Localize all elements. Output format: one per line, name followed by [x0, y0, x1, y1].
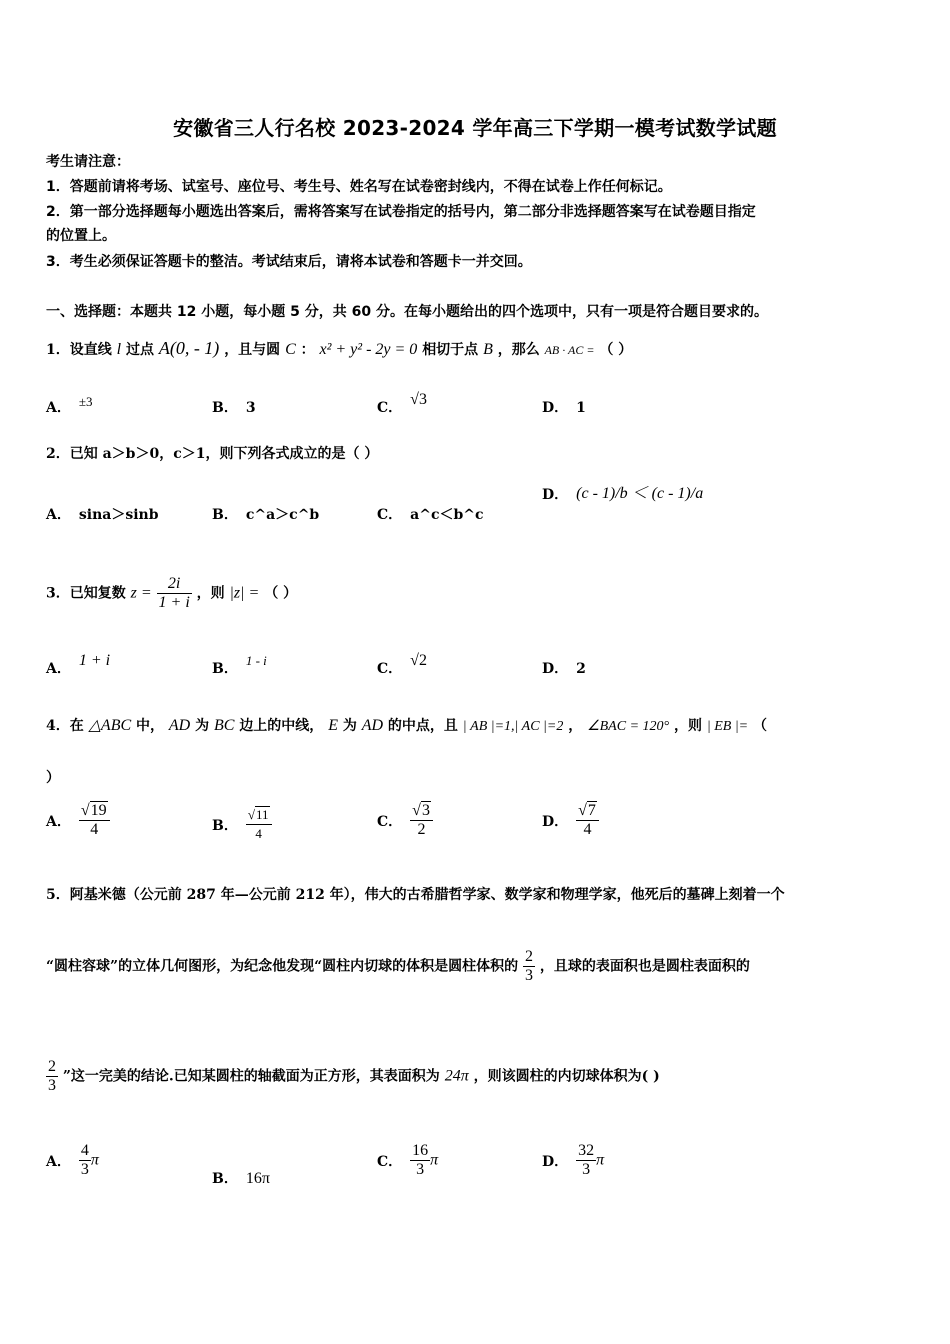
q3-abs-z: |z| = — [229, 584, 260, 602]
q4-text: 为 — [342, 718, 357, 734]
question-5-line-2 — [46, 948, 750, 985]
option-label: A． — [46, 400, 71, 416]
option-label: D． — [542, 487, 569, 503]
q4-text: 的中点，且 — [387, 718, 458, 734]
numerator: 2 — [525, 948, 534, 965]
option-value: (c - 1)/b ＜ (c - 1)/a — [576, 485, 704, 502]
question-5-line-1: 5．阿基米德（公元前 287 年—公元前 212 年），伟大的古希腊哲学家、数学家和物理学家，他死后的墓碑上刻着一个 — [46, 887, 785, 903]
q1-text: 过点 — [125, 342, 154, 358]
option-label: D． — [542, 1153, 569, 1170]
question-4 — [46, 716, 767, 737]
q1-dot-product: AB · AC = — [544, 343, 595, 357]
denominator: 4 — [255, 826, 262, 841]
denominator: 3 — [48, 1077, 56, 1094]
denominator: 4 — [90, 821, 99, 838]
option-value: $\frac{√11}{4}$ — [246, 806, 272, 843]
q1-text: ，那么 — [497, 342, 540, 358]
denominator: 2 — [417, 821, 426, 838]
q3-z: z = — [130, 584, 152, 602]
denominator: 3 — [80, 1161, 89, 1178]
question-2: 2．已知 a＞b＞0，c＞1，则下列各式成立的是（ ） — [46, 446, 379, 462]
option-label: B． — [212, 507, 238, 523]
option-label: B． — [212, 400, 238, 416]
q4-text: 为 — [195, 718, 210, 734]
denominator: 3 — [582, 1161, 591, 1178]
q1-circle-c: C — [285, 341, 296, 358]
option-label: C． — [377, 661, 403, 677]
option-value: 3 — [245, 400, 256, 416]
option-value: 1 - i — [245, 653, 267, 668]
option-value: $\frac{√7}{4}$ — [576, 802, 599, 839]
option-label: B． — [212, 817, 238, 834]
q5-option-d — [542, 1142, 604, 1179]
option-value: $\frac{√19}{4}$ — [79, 802, 110, 839]
q4-text: ， — [568, 718, 583, 734]
q1-point-b: B — [483, 341, 493, 358]
option-value: 2 — [576, 661, 586, 677]
option-value: sina＞sinb — [78, 507, 159, 523]
numerator: 4 — [80, 1142, 89, 1159]
q1-option-a — [46, 394, 93, 417]
question-3 — [46, 575, 297, 612]
q1-line-l: l — [116, 341, 122, 358]
q1-paren: （ ） — [599, 342, 633, 358]
q1-text: ： — [300, 342, 315, 358]
q1-text: ，且与圆 — [224, 342, 281, 358]
q5-option-c — [377, 1142, 438, 1179]
q5-fraction — [46, 1058, 58, 1095]
option-label: D． — [542, 400, 569, 416]
q4-paren-close: ） — [46, 770, 60, 786]
q2-option-a — [46, 504, 159, 524]
pi: π — [430, 1151, 439, 1169]
option-label: A． — [46, 813, 71, 830]
q1-option-c — [377, 391, 427, 417]
q4-text: 中， — [136, 718, 165, 734]
question-5-line-3 — [46, 1058, 660, 1095]
q4-segment-bc: BC — [213, 717, 235, 734]
q2-option-b — [212, 504, 319, 524]
q2-option-d — [542, 480, 703, 504]
q5-option-b — [212, 1168, 270, 1188]
denominator: 4 — [583, 821, 592, 838]
q5-option-a — [46, 1142, 99, 1179]
q4-option-d — [542, 802, 599, 839]
q4-option-c — [377, 802, 433, 839]
q5-area: 24π — [444, 1067, 469, 1085]
option-value: 1 + i — [78, 652, 111, 669]
q3-text: ，则 — [196, 585, 225, 602]
q1-option-b — [212, 397, 256, 417]
pi: π — [596, 1151, 605, 1169]
option-value: c^a＞c^b — [245, 507, 320, 523]
q3-option-c — [377, 652, 427, 678]
page-title: 安徽省三人行名校 2023-2024 学年高三下学期一模考试数学试题 — [173, 116, 777, 140]
q5-text: ，则该圆柱的内切球体积为( ) — [473, 1068, 660, 1085]
q3-option-d — [542, 658, 586, 678]
option-label: C． — [377, 507, 403, 523]
q3-paren: （ ） — [264, 585, 298, 602]
q5-text: ”这一完美的结论.已知某圆柱的轴截面为正方形，其表面积为 — [62, 1068, 440, 1085]
option-value: √2 — [410, 652, 427, 669]
q4-paren-open: （ — [753, 718, 767, 734]
q3-option-b — [212, 653, 267, 678]
q4-triangle: △ABC — [88, 717, 132, 734]
numerator: 7 — [587, 802, 596, 819]
option-label: D． — [542, 661, 569, 677]
numerator: 2 — [48, 1058, 56, 1075]
option-label: C． — [377, 813, 403, 830]
option-value — [410, 1142, 430, 1179]
option-value — [79, 1142, 91, 1179]
q4-segment-ad: AD — [168, 717, 191, 734]
q5-text: ，且球的表面积也是圆柱表面积的 — [539, 958, 750, 975]
q4-text: 边上的中线， — [239, 718, 324, 734]
option-label: A． — [46, 1153, 71, 1170]
q1-text: 相切于点 — [422, 342, 479, 358]
option-value: $\frac{√3}{2}$ — [410, 802, 433, 839]
numerator: 19 — [90, 802, 107, 819]
q4-point-e: E — [328, 717, 338, 734]
q3-text: 3．已知复数 — [46, 585, 126, 602]
option-label: A． — [46, 661, 71, 677]
numerator: 11 — [255, 807, 269, 822]
option-value — [576, 1142, 596, 1179]
notice-item-2: 2．第一部分选择题每小题选出答案后，需将答案写在试卷指定的括号内，第二部分非选择题答案写在试卷题目指定 — [46, 204, 756, 220]
option-label: B． — [212, 661, 238, 677]
q4-angle: ∠BAC = 120° — [587, 719, 670, 734]
q3-numerator: 2i — [157, 575, 192, 594]
option-value: ±3 — [78, 394, 93, 409]
pi: π — [90, 1151, 99, 1169]
q3-denominator: 1 + i — [158, 594, 190, 611]
notice-item-2-cont: 的位置上。 — [46, 228, 116, 244]
q1-point-a: A(0, - 1) — [158, 338, 220, 358]
q1-circle-equation: x² + y² - 2y = 0 — [319, 341, 418, 358]
numerator: 32 — [578, 1142, 595, 1159]
notice-item-3: 3．考生必须保证答题卡的整洁。考试结束后，请将本试卷和答题卡一并交回。 — [46, 254, 532, 270]
q4-option-a — [46, 802, 110, 839]
numerator: 3 — [421, 802, 430, 819]
q4-condition: | AB |=1,| AC |=2 — [462, 719, 564, 734]
q4-eb: | EB |= — [706, 719, 749, 734]
option-label: C． — [377, 400, 403, 416]
option-label: B． — [212, 1171, 238, 1187]
option-label: C． — [377, 1153, 403, 1170]
q5-fraction — [523, 948, 535, 985]
denominator: 3 — [525, 967, 534, 984]
notice-heading: 考生请注意： — [46, 154, 130, 170]
q5-text: “圆柱容球”的立体几何图形，为纪念他发现“圆柱内切球的体积是圆柱体积的 — [46, 958, 519, 975]
q4-text: 4．在 — [46, 718, 84, 734]
q2-option-c — [377, 504, 484, 524]
option-label: A． — [46, 507, 71, 523]
q4-segment-ad: AD — [361, 717, 384, 734]
q4-text: ，则 — [674, 718, 702, 734]
option-label: D． — [542, 813, 569, 830]
option-value: 16π — [245, 1170, 270, 1187]
q1-option-d — [542, 397, 586, 417]
numerator: 16 — [412, 1142, 429, 1159]
option-value: √3 — [410, 391, 427, 408]
q1-text: 1．设直线 — [46, 342, 112, 358]
section-heading: 一、选择题：本题共 12 小题，每小题 5 分，共 60 分。在每小题给出的四个选项中，只有一项是符合题目要求的。 — [46, 304, 768, 320]
q3-option-a — [46, 652, 111, 678]
question-1 — [46, 338, 632, 360]
option-value: 1 — [576, 400, 586, 416]
q3-fraction — [157, 575, 192, 612]
denominator: 3 — [416, 1161, 425, 1178]
q4-option-b — [212, 806, 272, 843]
notice-item-1: 1．答题前请将考场、试室号、座位号、考生号、姓名写在试卷密封线内，不得在试卷上作任何标记。 — [46, 179, 672, 195]
option-value: a^c＜b^c — [410, 507, 484, 523]
